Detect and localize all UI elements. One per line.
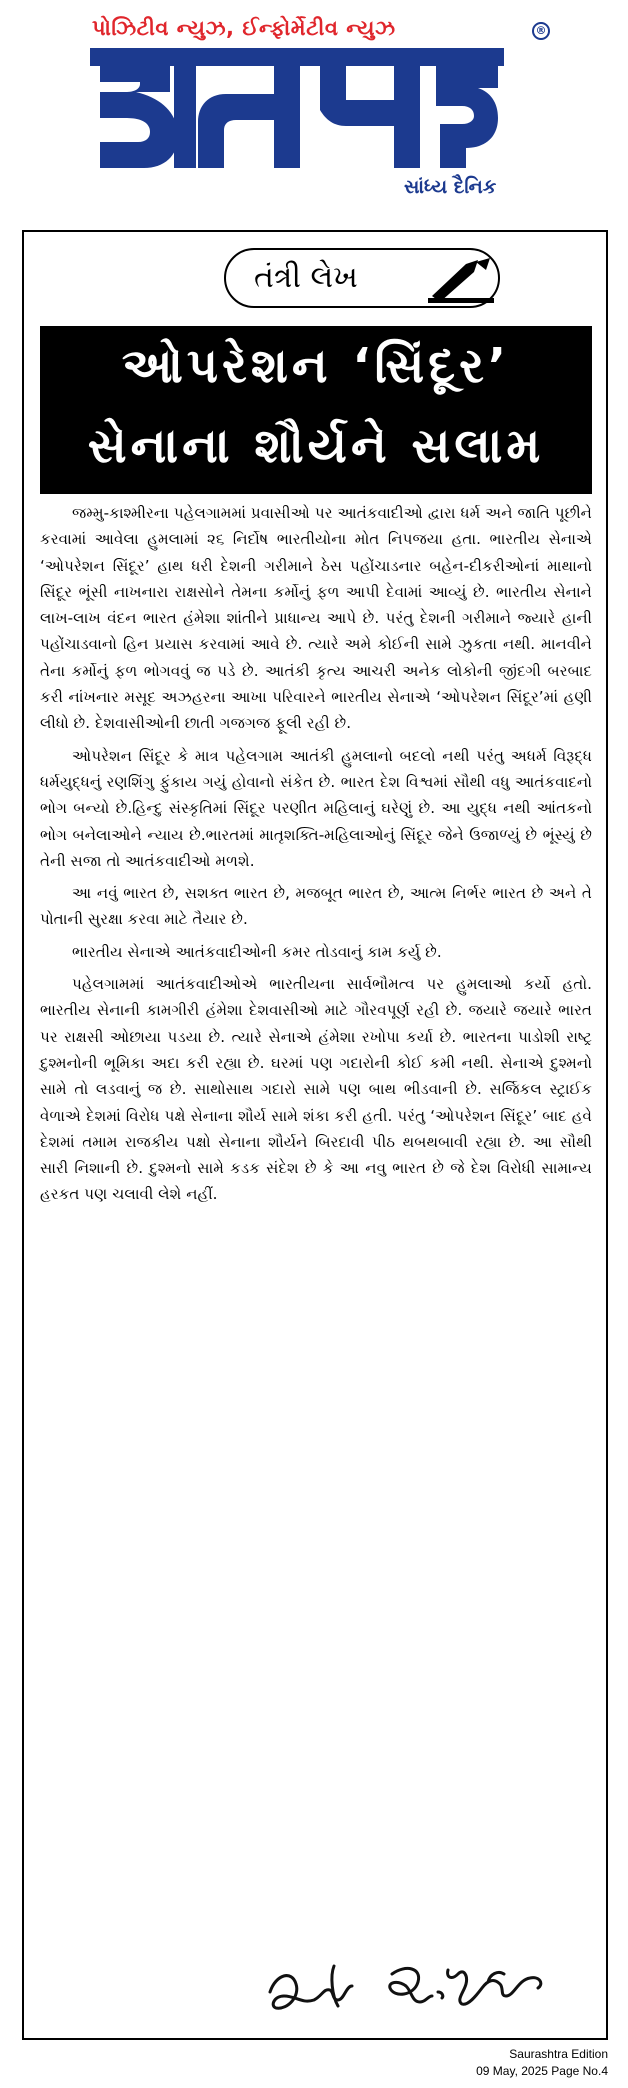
paragraph: ઓપરેશન સિંદૂર કે માત્ર પહેલગામ આતંકી હુમલાનો બદલો નથી પરંતુ અધર્મ વિરૂદ્ધ ધર્મયુદ્ધનું રણશિંગુ ફુંકાય ગયું હોવાનો સંકેત છે. ભારત દેશ વિશ્વમાં સૌથી વધુ આતંકવાદનો ભોગ બન્યો છે.હિન્દુ સંસ્કૃતિમાં સિંદૂર પરણીત મહિલાનું ઘરેણું છે. આ યુદ્ધ નથી આંતકનો ભોગ બનેલાઓને ન્યાય છે.ભારતમાં માતૃશક્તિ-મહિલાઓનું સિંદૂર જેને ઉજાળ્યું છે ભૂંસ્યું છે તેની સજા તો આતંકવાદીઓ મળશે.	[40, 746, 592, 870]
article-body	[40, 500, 592, 1214]
paragraph: પહેલગામમાં આતંકવાદીઓએ ભારતીયના સાર્વભૌમત્વ પર હુમલાઓ કર્યો હતો. ભારતીય સેનાની કામગીરી હંમેશા દેશવાસીઓ માટે ગૌરવપૂર્ણ રહી છે. જયારે જયારે ભારત પર રાક્ષસી ઓછાયા પડયા છે. ત્યારે સેનાએ હંમેશા રખોપા કર્યા છે. ભારતના પાડોશી રાષ્ટ્ર દુશ્મનોની ભૂમિકા અદા કરી રહ્યા છે. ઘરમાં પણ ગદારોની કોઈ કમી નથી. સેનાએ દુશ્મનો સામે તો લડવાનું જ છે. સાથોસાથ ગદારો સામે પણ બાથ ભીડવાની છે. સર્જિકલ સ્ટ્રાઈક વેળાએ દેશમાં વિરોધ પક્ષે સેનાના શૌર્ય સામે શંકા કરી હતી. પરંતુ ‘ઓપરેશન સિંદૂર’ બાદ હવે દેશમાં તમામ રાજકીય પક્ષો સેનાના શૌર્યને બિરદાવી પીઠ થબથબાવી રહ્યા છે. આ સૌથી સારી નિશાની છે. દુશ્મનો સામે કડક સંદેશ છે કે આ નવુ ભારત છે જે દેશ વિરોધી સામાન્ય હરકત પણ ચલાવી લેશે નહીં.	[40, 975, 592, 1204]
paragraph: ભારતીય સેનાએ આતંકવાદીઓની કમર તોડવાનું કામ કર્યુ છે.	[72, 942, 442, 961]
edition-footer	[476, 2046, 608, 2080]
publication-subtitle: સાંધ્ય દૈનિક	[404, 176, 497, 198]
masthead	[0, 0, 628, 220]
paragraph: જમ્મુ-કાશ્મીરના પહેલગામમાં પ્રવાસીઓ પર આતંકવાદીઓ દ્વારા ધર્મ અને જાતિ પૂછીને કરવામાં આવેલા હુમલામાં ૨૬ નિર્દોષ ભારતીયોના મોત નિપજયા હતા. ભારતીય સેનાએ ‘ઓપરેશન સિંદૂર’ હાથ ધરી દેશની ગરીમાને ઠેસ પહોંચાડનાર બહેન-દીકરીઓનાં માથાનો સિંદૂર ભૂંસી નાખનારા રાક્ષસોને તેમના કર્મોનું ફળ આપી દેવામાં આવ્યું છે. ભારતીય સેનાને લાખ-લાખ વંદન ભારત હંમેશા શાંતીને પ્રાધાન્ય આપે છે. પરંતુ દેશની ગરીમાને જ્યારે હાની પહોંચાડવાનો હિન પ્રયાસ કરવામાં આવે છે. ત્યારે અમે કોઈની સામે ઝુકતા નથી. માનવીને તેના કર્મોનું ફળ ભોગવવું જ પડે છે. આતંકી કૃત્ય આચરી અનેક લોકોની જીંદગી બરબાદ કરી નાંખનાર મસૂદ અઝહરના આખા પરિવારને ભારતીય સેનાએ ‘ઓપરેશન સિંદૂર’માં હણી લીધો છે. દેશવાસીઓની છાતી ગજગજ ફૂલી રહી છે.	[40, 504, 592, 733]
paragraph: આ નવું ભારત છે, સશક્ત ભારત છે, મજબૂત ભારત છે, આત્મ નિર્ભર ભારત છે અને તે પોતાની સુરક્ષા કરવા માટે તૈયાર છે.	[40, 884, 592, 929]
abtak-logo	[90, 48, 504, 168]
headline-block	[40, 326, 592, 494]
registered-mark: ®	[532, 22, 550, 40]
headline-line-2: સેનાના શૌર્યને સલામ	[87, 418, 545, 474]
section-label: તંત્રી લેખ	[254, 260, 358, 295]
edition-name: Saurashtra Edition	[509, 2047, 608, 2061]
section-badge	[224, 248, 500, 308]
edition-date-page: 09 May, 2025 Page No.4	[476, 2064, 608, 2078]
pen-icon	[426, 256, 496, 304]
editorial-frame	[22, 230, 608, 2040]
headline-line-1: ઓપરેશન ‘સિંદૂર’	[121, 338, 511, 394]
tagline: પોઝિટીવ ન્યુઝ, ઈન્ફોર્મેટીવ ન્યુઝ	[92, 16, 396, 40]
editor-signature	[262, 1952, 582, 2022]
